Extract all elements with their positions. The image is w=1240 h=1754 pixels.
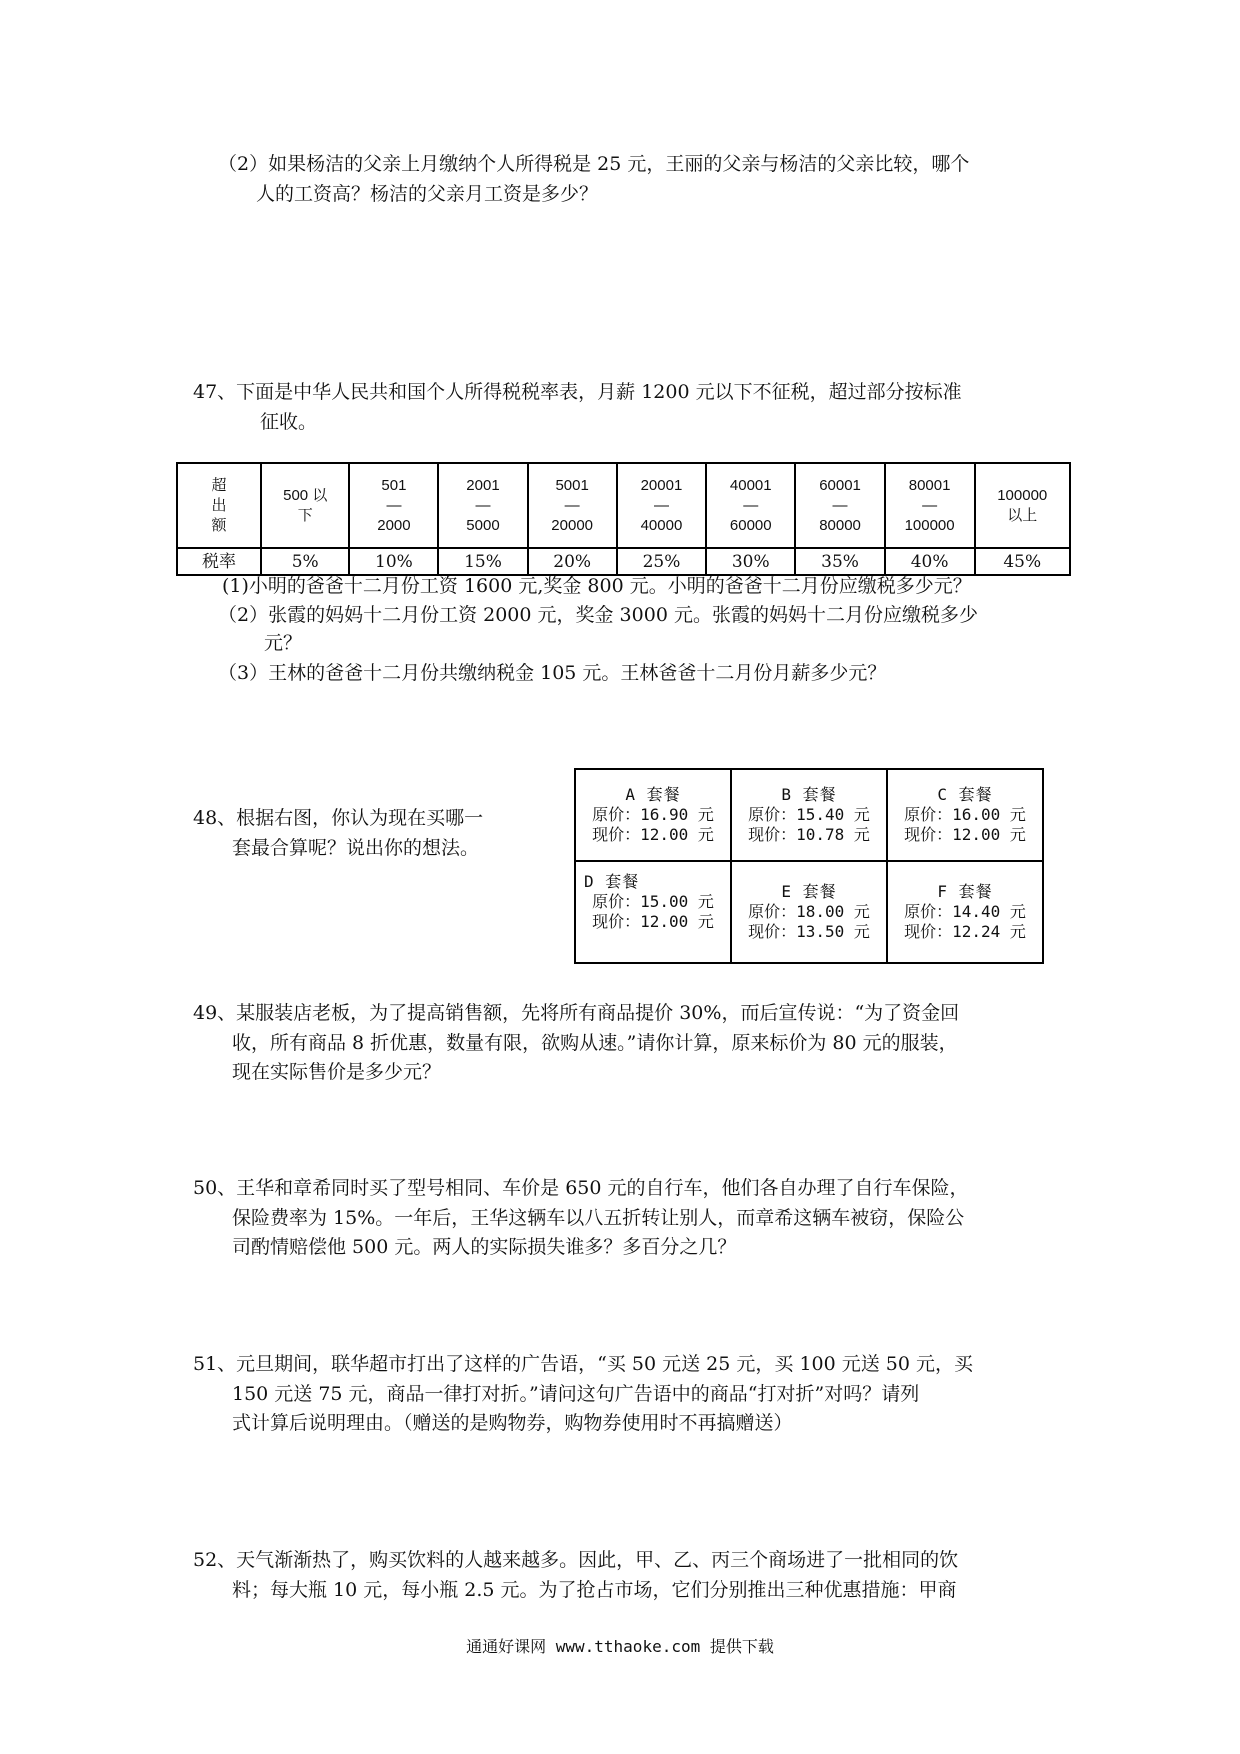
q50-line3: 司酌情赔偿他 500 元。两人的实际损失谁多？多百分之几？ [232,1236,737,1258]
package-row [575,861,1043,963]
tax-rate-cell: 25% [617,548,706,575]
q51-line1: 51、元旦期间，联华超市打出了这样的广告语，“买 50 元送 25 元，买 100 元送 50 元，买 [193,1353,974,1375]
q47-line2: 征收。 [260,411,318,433]
tax-rate-cell: 45% [975,548,1071,575]
tax-bracket-cell: 60001 — 80000 [795,463,884,548]
tax-table-bracket-row [177,463,1070,548]
package-name: A 套餐 [625,785,681,804]
tax-table-header-cell: 超 出 额 [177,463,261,548]
q52-line1: 52、天气渐渐热了，购买饮料的人越来越多。因此，甲、乙、丙三个商场进了一批相同的饮 [193,1549,959,1571]
package-original-price: 原价：15.40 元 [748,805,870,824]
package-current-price: 现价：13.50 元 [748,922,870,941]
package-original-price: 原价：16.00 元 [904,805,1026,824]
tax-rate-table [176,462,1071,576]
q47-sub1: (1)小明的爸爸十二月份工资 1600 元,奖金 800 元。小明的爸爸十二月份应缴税多少元？ [222,575,972,597]
package-current-price: 现价：12.00 元 [592,912,714,931]
package-name: F 套餐 [937,882,993,901]
page-footer: 通通好课网 www.tthaoke.com 提供下载 [466,1637,774,1656]
tax-bracket-cell: 5001 — 20000 [528,463,617,548]
q49-line3: 现在实际售价是多少元？ [232,1061,442,1083]
package-original-price: 原价：18.00 元 [748,902,870,921]
package-original-price: 原价：14.40 元 [904,902,1026,921]
tax-bracket-cell: 2001 — 5000 [438,463,527,548]
tax-rate-label-cell: 税率 [177,548,261,575]
package-name: D 套餐 [584,872,640,891]
package-current-price: 现价：12.00 元 [592,825,714,844]
tax-rate-cell: 5% [261,548,349,575]
package-current-price: 现价：12.24 元 [904,922,1026,941]
q46-2-line1: （2）如果杨洁的父亲上月缴纳个人所得税是 25 元，王丽的父亲与杨洁的父亲比较，哪个 [218,153,970,175]
q50-line2: 保险费率为 15%。一年后，王华这辆车以八五折转让别人，而章希这辆车被窃，保险公 [232,1207,965,1229]
package-name: B 套餐 [781,785,837,804]
tax-table-rate-row [177,548,1070,575]
package-cell-d [575,861,731,963]
q47-line1: 47、下面是中华人民共和国个人所得税税率表，月薪 1200 元以下不征税，超过部分按标准 [193,381,962,403]
q51-line3: 式计算后说明理由。（赠送的是购物券，购物券使用时不再搞赠送） [232,1412,793,1434]
q49-line1: 49、某服装店老板，为了提高销售额，先将所有商品提价 30%，而后宣传说：“为了资金回 [193,1002,960,1024]
package-cell-a [575,769,731,861]
tax-bracket-cell: 100000 以上 [975,463,1071,548]
package-row [575,769,1043,861]
q52-line2: 料；每大瓶 10 元，每小瓶 2.5 元。为了抢占市场，它们分别推出三种优惠措施：甲商 [232,1579,957,1601]
tax-bracket-cell: 500 以 下 [261,463,349,548]
q47-sub2-line1: （2）张霞的妈妈十二月份工资 2000 元，奖金 3000 元。张霞的妈妈十二月份应缴税多少 [218,604,978,626]
q48-line1: 48、根据右图，你认为现在买哪一 [193,807,484,829]
package-current-price: 现价：10.78 元 [748,825,870,844]
tax-rate-cell: 35% [795,548,884,575]
tax-rate-cell: 30% [706,548,795,575]
tax-rate-cell: 40% [885,548,975,575]
package-original-price: 原价：15.00 元 [592,892,714,911]
package-cell-c [887,769,1043,861]
q47-sub2-line2: 元？ [264,632,303,654]
q51-line2: 150 元送 75 元，商品一律打对折。”请问这句广告语中的商品“打对折”对吗？请列 [232,1383,920,1405]
package-name: C 套餐 [937,785,993,804]
package-name: E 套餐 [781,882,837,901]
q46-2-line2: 人的工资高？杨洁的父亲月工资是多少？ [256,183,599,205]
q49-line2: 收，所有商品 8 折优惠，数量有限，欲购从速。”请你计算，原来标价为 80 元的服装， [232,1032,958,1054]
tax-rate-cell: 10% [349,548,438,575]
tax-rate-cell: 20% [528,548,617,575]
tax-rate-cell: 15% [438,548,527,575]
tax-bracket-cell: 40001 — 60000 [706,463,795,548]
package-cell-e [731,861,887,963]
q47-sub3: （3）王林的爸爸十二月份共缴纳税金 105 元。王林爸爸十二月份月薪多少元？ [218,662,887,684]
q48-line2: 套最合算呢？说出你的想法。 [232,837,480,859]
package-price-table [574,768,1044,964]
q50-line1: 50、王华和章希同时买了型号相同、车价是 650 元的自行车，他们各自办理了自行车保险， [193,1177,969,1199]
package-cell-b [731,769,887,861]
package-current-price: 现价：12.00 元 [904,825,1026,844]
package-original-price: 原价：16.90 元 [592,805,714,824]
package-cell-f [887,861,1043,963]
tax-bracket-cell: 80001 — 100000 [885,463,975,548]
tax-bracket-cell: 20001 — 40000 [617,463,706,548]
tax-bracket-cell: 501 — 2000 [349,463,438,548]
